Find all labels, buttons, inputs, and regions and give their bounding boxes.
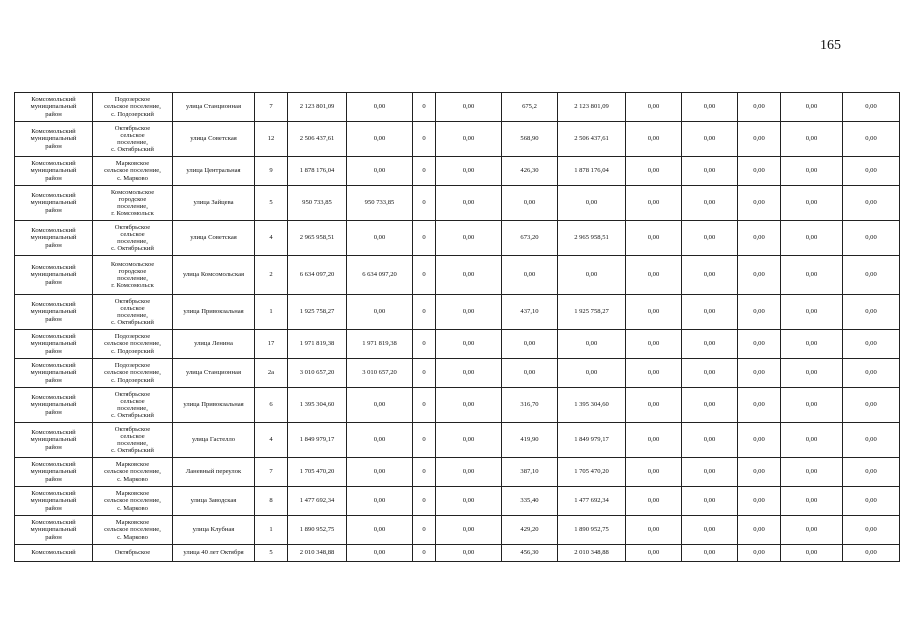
settlement-cell: Марковское сельское поселение, с. Марково [93, 458, 173, 487]
total-cost-cell: 1 395 304,60 [288, 388, 347, 423]
cost-col11-cell: 0,00 [626, 295, 682, 330]
cost-col11-cell: 0,00 [626, 458, 682, 487]
cost-col14-cell: 0,00 [781, 93, 843, 122]
cost-col15-cell: 0,00 [843, 221, 900, 256]
count-col7-cell: 0 [413, 330, 436, 359]
house-number-cell: 2 [255, 256, 288, 295]
count-col7-cell: 0 [413, 256, 436, 295]
cost-col11-cell: 0,00 [626, 487, 682, 516]
cost-col13-cell: 0,00 [738, 388, 781, 423]
cost-col14-cell: 0,00 [781, 388, 843, 423]
area-cell: 419,90 [502, 423, 558, 458]
cost-col10-cell: 1 705 470,20 [558, 458, 626, 487]
cost-col10-cell: 0,00 [558, 359, 626, 388]
table-row [15, 388, 900, 423]
district-cell: Комсомольский муниципальный район [15, 359, 93, 388]
house-number-cell: 17 [255, 330, 288, 359]
cost-col8-cell: 0,00 [436, 516, 502, 545]
area-cell: 0,00 [502, 256, 558, 295]
house-number-cell: 1 [255, 516, 288, 545]
cost-col6-cell: 0,00 [347, 388, 413, 423]
cost-col6-cell: 6 634 097,20 [347, 256, 413, 295]
cost-col12-cell: 0,00 [682, 295, 738, 330]
cost-col10-cell: 1 477 692,34 [558, 487, 626, 516]
cost-col10-cell: 1 878 176,04 [558, 157, 626, 186]
cost-col11-cell: 0,00 [626, 330, 682, 359]
settlement-cell: Комсомольское городское поселение, г. Комсомольск [93, 256, 173, 295]
cost-col14-cell: 0,00 [781, 487, 843, 516]
cost-col11-cell: 0,00 [626, 423, 682, 458]
cost-col12-cell: 0,00 [682, 545, 738, 562]
cost-col12-cell: 0,00 [682, 487, 738, 516]
table-row [15, 295, 900, 330]
cost-col13-cell: 0,00 [738, 295, 781, 330]
cost-col11-cell: 0,00 [626, 388, 682, 423]
cost-col13-cell: 0,00 [738, 423, 781, 458]
area-cell: 335,40 [502, 487, 558, 516]
district-cell: Комсомольский муниципальный район [15, 157, 93, 186]
cost-col12-cell: 0,00 [682, 458, 738, 487]
table-row [15, 221, 900, 256]
house-number-cell: 9 [255, 157, 288, 186]
housing-registry-table [14, 92, 900, 562]
cost-col13-cell: 0,00 [738, 545, 781, 562]
total-cost-cell: 1 925 758,27 [288, 295, 347, 330]
cost-col8-cell: 0,00 [436, 423, 502, 458]
street-cell: улица Центральная [173, 157, 255, 186]
cost-col10-cell: 2 506 437,61 [558, 122, 626, 157]
cost-col12-cell: 0,00 [682, 157, 738, 186]
cost-col12-cell: 0,00 [682, 423, 738, 458]
street-cell: улица Советская [173, 122, 255, 157]
area-cell: 673,20 [502, 221, 558, 256]
settlement-cell: Октябрьское сельское поселение, с. Октябрьский [93, 388, 173, 423]
table-row [15, 330, 900, 359]
area-cell: 0,00 [502, 330, 558, 359]
district-cell: Комсомольский муниципальный район [15, 186, 93, 221]
street-cell: улица Привокзальная [173, 295, 255, 330]
table-row [15, 359, 900, 388]
cost-col10-cell: 0,00 [558, 330, 626, 359]
street-cell: улица Привокзальная [173, 388, 255, 423]
house-number-cell: 5 [255, 545, 288, 562]
cost-col6-cell: 0,00 [347, 487, 413, 516]
cost-col14-cell: 0,00 [781, 256, 843, 295]
cost-col8-cell: 0,00 [436, 359, 502, 388]
count-col7-cell: 0 [413, 122, 436, 157]
total-cost-cell: 2 010 348,88 [288, 545, 347, 562]
cost-col12-cell: 0,00 [682, 330, 738, 359]
area-cell: 316,70 [502, 388, 558, 423]
cost-col12-cell: 0,00 [682, 122, 738, 157]
count-col7-cell: 0 [413, 458, 436, 487]
cost-col6-cell: 0,00 [347, 93, 413, 122]
street-cell: улица Ленина [173, 330, 255, 359]
cost-col14-cell: 0,00 [781, 330, 843, 359]
cost-col6-cell: 0,00 [347, 423, 413, 458]
total-cost-cell: 1 878 176,04 [288, 157, 347, 186]
house-number-cell: 1 [255, 295, 288, 330]
cost-col15-cell: 0,00 [843, 487, 900, 516]
cost-col8-cell: 0,00 [436, 545, 502, 562]
cost-col13-cell: 0,00 [738, 359, 781, 388]
total-cost-cell: 1 849 979,17 [288, 423, 347, 458]
cost-col14-cell: 0,00 [781, 295, 843, 330]
cost-col8-cell: 0,00 [436, 388, 502, 423]
cost-col10-cell: 1 925 758,27 [558, 295, 626, 330]
cost-col10-cell: 2 010 348,88 [558, 545, 626, 562]
settlement-cell: Октябрьское сельское поселение, с. Октябрьский [93, 221, 173, 256]
count-col7-cell: 0 [413, 487, 436, 516]
street-cell: улица Заводская [173, 487, 255, 516]
total-cost-cell: 950 733,85 [288, 186, 347, 221]
cost-col14-cell: 0,00 [781, 545, 843, 562]
count-col7-cell: 0 [413, 423, 436, 458]
cost-col12-cell: 0,00 [682, 359, 738, 388]
street-cell: улица Клубная [173, 516, 255, 545]
area-cell: 0,00 [502, 186, 558, 221]
district-cell: Комсомольский муниципальный район [15, 256, 93, 295]
cost-col10-cell: 2 123 801,09 [558, 93, 626, 122]
house-number-cell: 4 [255, 221, 288, 256]
cost-col14-cell: 0,00 [781, 423, 843, 458]
street-cell: улица Советская [173, 221, 255, 256]
street-cell: улица Зайцева [173, 186, 255, 221]
area-cell: 387,10 [502, 458, 558, 487]
cost-col6-cell: 0,00 [347, 221, 413, 256]
count-col7-cell: 0 [413, 545, 436, 562]
cost-col12-cell: 0,00 [682, 256, 738, 295]
settlement-cell: Октябрьское сельское поселение, с. Октябрьский [93, 423, 173, 458]
street-cell: улица 40 лет Октября [173, 545, 255, 562]
cost-col6-cell: 0,00 [347, 295, 413, 330]
street-cell: Ланевный переулок [173, 458, 255, 487]
total-cost-cell: 1 477 692,34 [288, 487, 347, 516]
cost-col13-cell: 0,00 [738, 122, 781, 157]
cost-col8-cell: 0,00 [436, 487, 502, 516]
settlement-cell: Марковское сельское поселение, с. Марково [93, 516, 173, 545]
cost-col6-cell: 0,00 [347, 458, 413, 487]
table-row [15, 458, 900, 487]
cost-col14-cell: 0,00 [781, 122, 843, 157]
cost-col8-cell: 0,00 [436, 93, 502, 122]
street-cell: улица Станционная [173, 93, 255, 122]
cost-col14-cell: 0,00 [781, 458, 843, 487]
district-cell: Комсомольский муниципальный район [15, 93, 93, 122]
settlement-cell: Подозерское сельское поселение, с. Подозерский [93, 330, 173, 359]
house-number-cell: 5 [255, 186, 288, 221]
house-number-cell: 4 [255, 423, 288, 458]
cost-col13-cell: 0,00 [738, 487, 781, 516]
cost-col11-cell: 0,00 [626, 186, 682, 221]
total-cost-cell: 6 634 097,20 [288, 256, 347, 295]
cost-col14-cell: 0,00 [781, 516, 843, 545]
cost-col15-cell: 0,00 [843, 186, 900, 221]
cost-col11-cell: 0,00 [626, 93, 682, 122]
district-cell: Комсомольский муниципальный район [15, 330, 93, 359]
street-cell: улица Комсомольская [173, 256, 255, 295]
district-cell: Комсомольский муниципальный район [15, 122, 93, 157]
cost-col12-cell: 0,00 [682, 388, 738, 423]
cost-col6-cell: 0,00 [347, 545, 413, 562]
house-number-cell: 7 [255, 458, 288, 487]
cost-col10-cell: 1 890 952,75 [558, 516, 626, 545]
area-cell: 456,30 [502, 545, 558, 562]
table-row [15, 186, 900, 221]
settlement-cell: Марковское сельское поселение, с. Марково [93, 487, 173, 516]
cost-col15-cell: 0,00 [843, 295, 900, 330]
cost-col14-cell: 0,00 [781, 359, 843, 388]
count-col7-cell: 0 [413, 388, 436, 423]
total-cost-cell: 2 965 958,51 [288, 221, 347, 256]
house-number-cell: 8 [255, 487, 288, 516]
cost-col8-cell: 0,00 [436, 256, 502, 295]
cost-col15-cell: 0,00 [843, 330, 900, 359]
count-col7-cell: 0 [413, 157, 436, 186]
cost-col13-cell: 0,00 [738, 330, 781, 359]
total-cost-cell: 2 123 801,09 [288, 93, 347, 122]
cost-col13-cell: 0,00 [738, 186, 781, 221]
page-number: 165 [820, 38, 841, 53]
cost-col10-cell: 1 849 979,17 [558, 423, 626, 458]
table-row [15, 516, 900, 545]
table-row [15, 256, 900, 295]
cost-col13-cell: 0,00 [738, 458, 781, 487]
cost-col8-cell: 0,00 [436, 330, 502, 359]
cost-col11-cell: 0,00 [626, 545, 682, 562]
table-row [15, 93, 900, 122]
cost-col15-cell: 0,00 [843, 516, 900, 545]
total-cost-cell: 1 890 952,75 [288, 516, 347, 545]
cost-col6-cell: 0,00 [347, 122, 413, 157]
area-cell: 426,30 [502, 157, 558, 186]
cost-col15-cell: 0,00 [843, 388, 900, 423]
cost-col10-cell: 0,00 [558, 186, 626, 221]
cost-col8-cell: 0,00 [436, 122, 502, 157]
settlement-cell: Марковское сельское поселение, с. Марково [93, 157, 173, 186]
settlement-cell: Октябрьское сельское поселение, с. Октябрьский [93, 122, 173, 157]
district-cell: Комсомольский муниципальный район [15, 516, 93, 545]
cost-col15-cell: 0,00 [843, 545, 900, 562]
cost-col8-cell: 0,00 [436, 458, 502, 487]
cost-col10-cell: 2 965 958,51 [558, 221, 626, 256]
cost-col13-cell: 0,00 [738, 221, 781, 256]
cost-col8-cell: 0,00 [436, 157, 502, 186]
cost-col15-cell: 0,00 [843, 359, 900, 388]
cost-col11-cell: 0,00 [626, 256, 682, 295]
table-row [15, 487, 900, 516]
cost-col8-cell: 0,00 [436, 221, 502, 256]
settlement-cell: Октябрьское сельское поселение, с. Октябрьский [93, 295, 173, 330]
street-cell: улица Станционная [173, 359, 255, 388]
cost-col12-cell: 0,00 [682, 516, 738, 545]
count-col7-cell: 0 [413, 359, 436, 388]
cost-col6-cell: 0,00 [347, 516, 413, 545]
cost-col15-cell: 0,00 [843, 122, 900, 157]
cost-col12-cell: 0,00 [682, 186, 738, 221]
settlement-cell: Подозерское сельское поселение, с. Подозерский [93, 359, 173, 388]
total-cost-cell: 2 506 437,61 [288, 122, 347, 157]
area-cell: 0,00 [502, 359, 558, 388]
district-cell: Комсомольский муниципальный район [15, 295, 93, 330]
cost-col15-cell: 0,00 [843, 256, 900, 295]
cost-col6-cell: 0,00 [347, 157, 413, 186]
table-row [15, 122, 900, 157]
table-row [15, 545, 900, 562]
cost-col10-cell: 0,00 [558, 256, 626, 295]
area-cell: 437,10 [502, 295, 558, 330]
cost-col14-cell: 0,00 [781, 221, 843, 256]
count-col7-cell: 0 [413, 93, 436, 122]
total-cost-cell: 1 971 819,38 [288, 330, 347, 359]
cost-col11-cell: 0,00 [626, 157, 682, 186]
cost-col15-cell: 0,00 [843, 423, 900, 458]
total-cost-cell: 1 705 470,20 [288, 458, 347, 487]
cost-col15-cell: 0,00 [843, 458, 900, 487]
total-cost-cell: 3 010 657,20 [288, 359, 347, 388]
street-cell: улица Гастелло [173, 423, 255, 458]
district-cell: Комсомольский муниципальный район [15, 458, 93, 487]
house-number-cell: 12 [255, 122, 288, 157]
district-cell: Комсомольский муниципальный район [15, 487, 93, 516]
cost-col15-cell: 0,00 [843, 93, 900, 122]
settlement-cell: Комсомольское городское поселение, г. Комсомольск [93, 186, 173, 221]
area-cell: 429,20 [502, 516, 558, 545]
house-number-cell: 7 [255, 93, 288, 122]
cost-col8-cell: 0,00 [436, 186, 502, 221]
cost-col11-cell: 0,00 [626, 516, 682, 545]
cost-col12-cell: 0,00 [682, 221, 738, 256]
cost-col13-cell: 0,00 [738, 93, 781, 122]
count-col7-cell: 0 [413, 186, 436, 221]
cost-col15-cell: 0,00 [843, 157, 900, 186]
house-number-cell: 6 [255, 388, 288, 423]
cost-col8-cell: 0,00 [436, 295, 502, 330]
cost-col13-cell: 0,00 [738, 157, 781, 186]
district-cell: Комсомольский муниципальный район [15, 388, 93, 423]
count-col7-cell: 0 [413, 295, 436, 330]
count-col7-cell: 0 [413, 516, 436, 545]
cost-col12-cell: 0,00 [682, 93, 738, 122]
area-cell: 568,90 [502, 122, 558, 157]
settlement-cell: Октябрьское [93, 545, 173, 562]
cost-col13-cell: 0,00 [738, 516, 781, 545]
cost-col13-cell: 0,00 [738, 256, 781, 295]
table-row [15, 423, 900, 458]
count-col7-cell: 0 [413, 221, 436, 256]
district-cell: Комсомольский муниципальный район [15, 221, 93, 256]
settlement-cell: Подозерское сельское поселение, с. Подозерский [93, 93, 173, 122]
cost-col14-cell: 0,00 [781, 186, 843, 221]
cost-col11-cell: 0,00 [626, 122, 682, 157]
cost-col11-cell: 0,00 [626, 221, 682, 256]
district-cell: Комсомольский [15, 545, 93, 562]
cost-col11-cell: 0,00 [626, 359, 682, 388]
cost-col14-cell: 0,00 [781, 157, 843, 186]
table-row [15, 157, 900, 186]
area-cell: 675,2 [502, 93, 558, 122]
cost-col6-cell: 1 971 819,38 [347, 330, 413, 359]
district-cell: Комсомольский муниципальный район [15, 423, 93, 458]
cost-col6-cell: 950 733,85 [347, 186, 413, 221]
cost-col10-cell: 1 395 304,60 [558, 388, 626, 423]
cost-col6-cell: 3 010 657,20 [347, 359, 413, 388]
house-number-cell: 2а [255, 359, 288, 388]
